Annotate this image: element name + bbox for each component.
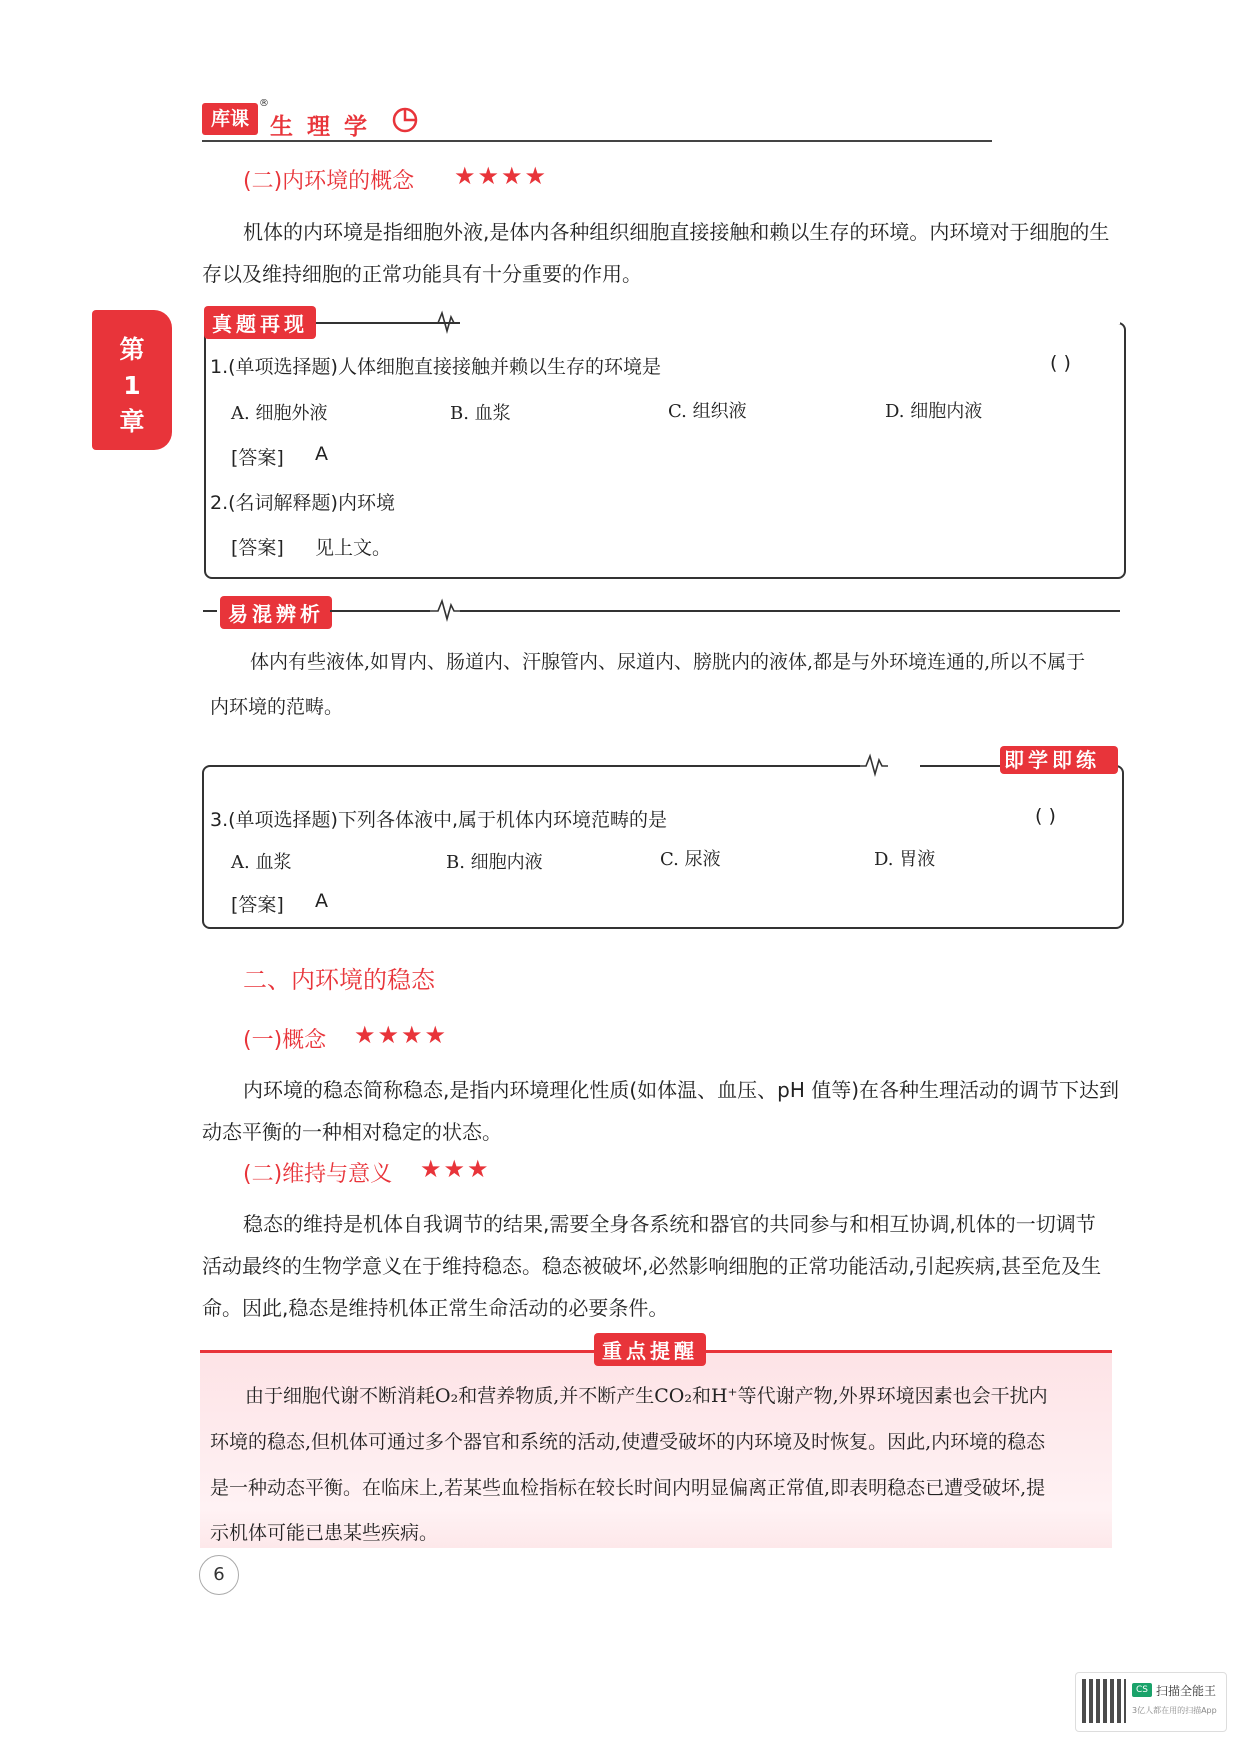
paragraph-line: 体内有些液体,如胃内、肠道内、汗腺管内、尿道内、膀胱内的液体,都是与外环境连通的,所以不属于: [250, 651, 1086, 673]
divider: [330, 610, 430, 612]
scanner-watermark: [1075, 1672, 1227, 1732]
page-number: 6: [199, 1555, 239, 1595]
scanner-slogan: 3亿人都在用的扫描App: [1132, 1706, 1217, 1715]
option-c: C. 组织液: [668, 401, 747, 422]
brand-logo: 库课: [202, 103, 258, 135]
registered-mark: ®: [259, 98, 269, 109]
option-b: B. 细胞内液: [446, 852, 543, 873]
answer-label: [答案]: [231, 894, 284, 916]
answer-label: [答案]: [231, 447, 284, 469]
paragraph-line: 稳态的维持是机体自我调节的结果,需要全身各系统和器官的共同参与和相互协调,机体的一切调节: [243, 1212, 1096, 1236]
answer-value: A: [315, 890, 328, 912]
option-a: A. 细胞外液: [231, 403, 328, 424]
paragraph-line: 由于细胞代谢不断消耗O₂和营养物质,并不断产生CO₂和H⁺等代谢产物,外界环境因素也会干扰内: [245, 1385, 1048, 1407]
camscanner-logo: CS: [1132, 1683, 1152, 1697]
section-title-maintain: (二)维持与意义: [243, 1162, 393, 1187]
paragraph-line: 内环境的范畴。: [210, 696, 344, 718]
option-b: B. 血浆: [450, 403, 511, 424]
header-rule: [202, 140, 992, 142]
option-c: C. 尿液: [660, 849, 721, 870]
paragraph-line: 是一种动态平衡。在临床上,若某些血检指标在较长时间内明显偏离正常值,即表明稳态已遭受破坏,提: [210, 1477, 1046, 1499]
question-2: 2.(名词解释题)内环境: [210, 492, 395, 514]
paragraph-line: 示机体可能已患某些疾病。: [210, 1522, 439, 1544]
option-d: D. 细胞内液: [885, 401, 983, 422]
answer-paren: ( ): [1050, 352, 1071, 374]
divider: [203, 610, 217, 612]
option-d: D. 胃液: [874, 849, 936, 870]
section-title-concept: (一)概念: [243, 1028, 327, 1053]
answer-label: [答案]: [231, 537, 284, 559]
section-title-concept: (二)内环境的概念: [243, 169, 415, 194]
zigzag-icon: [858, 752, 888, 778]
paragraph-line: 动态平衡的一种相对稳定的状态。: [202, 1120, 502, 1144]
chapter-tab-line3: 章: [119, 407, 145, 436]
answer-value: 见上文。: [315, 537, 392, 559]
divider: [330, 322, 430, 324]
answer-value: A: [315, 443, 328, 465]
paragraph-line: 内环境的稳态简称稳态,是指内环境理化性质(如体温、血压、pH 值等)在各种生理活动的调节下达到: [243, 1078, 1120, 1102]
paragraph-line: 命。因此,稳态是维持机体正常生命活动的必要条件。: [202, 1296, 669, 1320]
confusion-tag: 易混辨析: [220, 596, 332, 629]
question-3: 3.(单项选择题)下列各体液中,属于机体内环境范畴的是: [210, 809, 667, 831]
paragraph-line: 环境的稳态,但机体可通过多个器官和系统的活动,使遭受破坏的内环境及时恢复。因此,内环境的稳态: [210, 1431, 1046, 1453]
practice-tag: 即学即练: [1000, 746, 1118, 774]
answer-paren: ( ): [1035, 805, 1056, 827]
scanner-name: 扫描全能王: [1156, 1684, 1217, 1698]
paragraph-line: 机体的内环境是指细胞外液,是体内各种组织细胞直接接触和赖以生存的环境。内环境对于细胞的生: [243, 220, 1110, 244]
exam-tag: 真题再现: [204, 306, 316, 339]
divider-gap: [460, 322, 1120, 324]
question-1: 1.(单项选择题)人体细胞直接接触并赖以生存的环境是: [210, 356, 661, 378]
importance-stars: ★★★★: [354, 1021, 449, 1049]
qr-code-icon: [1082, 1679, 1126, 1723]
paragraph-line: 存以及维持细胞的正常功能具有十分重要的作用。: [202, 262, 642, 286]
subject-title: 生理学: [270, 114, 381, 140]
chapter-tab: [92, 310, 172, 450]
key-point-tag: 重点提醒: [594, 1333, 706, 1366]
importance-stars: ★★★★: [454, 162, 549, 190]
chapter-tab-number: 1: [123, 371, 141, 400]
chapter-section-title: 二、内环境的稳态: [243, 966, 435, 994]
divider: [460, 610, 1120, 612]
option-a: A. 血浆: [231, 852, 292, 873]
clock-icon: [392, 106, 418, 134]
importance-stars: ★★★: [420, 1155, 491, 1183]
zigzag-icon: [430, 597, 460, 623]
chapter-tab-line1: 第: [119, 335, 145, 364]
zigzag-icon: [430, 309, 460, 335]
paragraph-line: 活动最终的生物学意义在于维持稳态。稳态被破坏,必然影响细胞的正常功能活动,引起疾病,甚至危及生: [202, 1254, 1102, 1278]
